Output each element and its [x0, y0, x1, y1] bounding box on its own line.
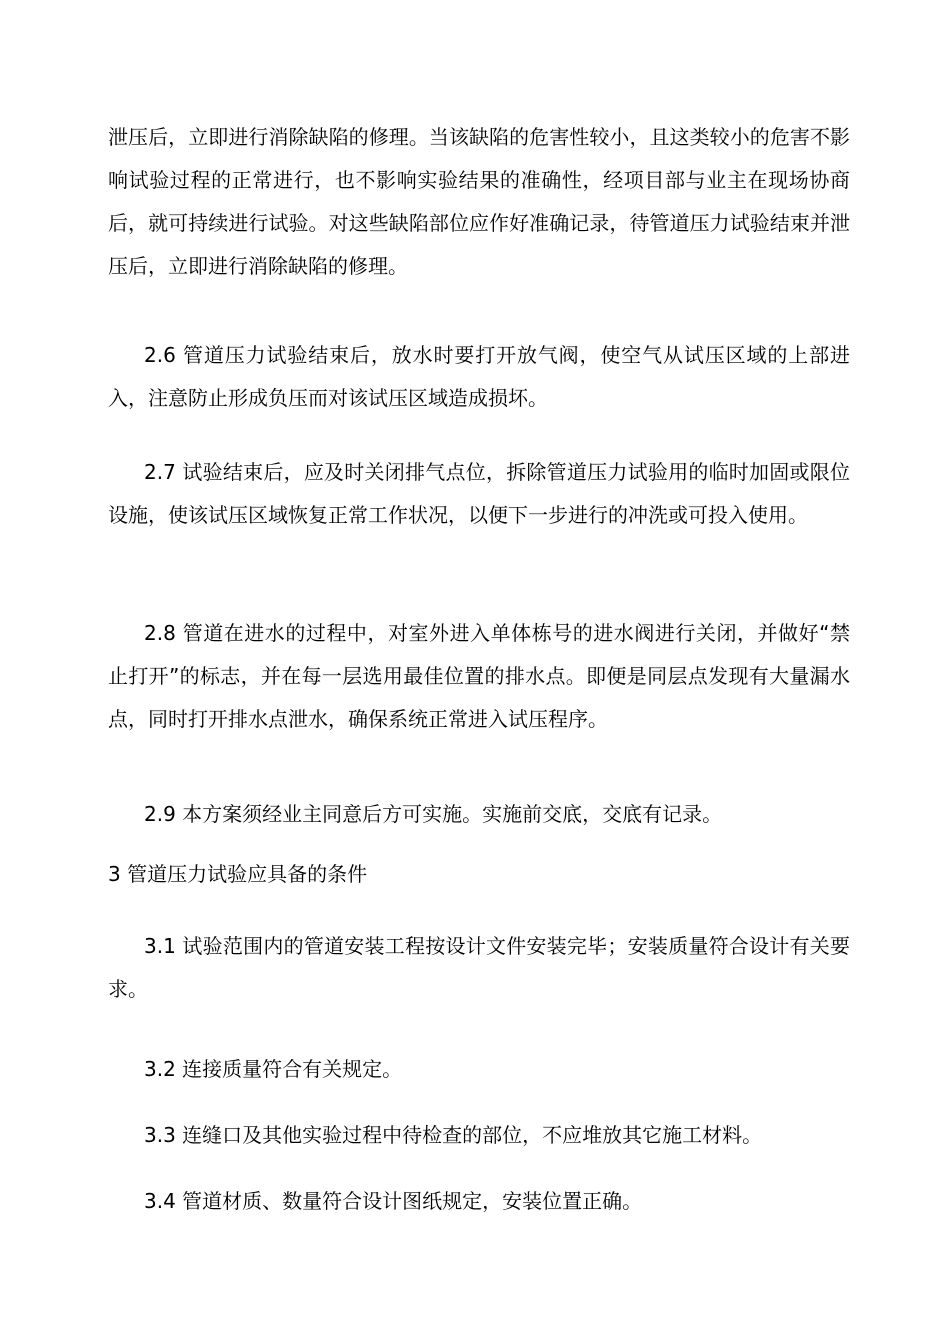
paragraph-2-6: 2.6 管道压力试验结束后，放水时要打开放气阀，使空气从试压区域的上部进入，注意防止形成负压而对该试压区域造成损坏。 [108, 343, 850, 410]
section-heading-3: 3 管道压力试验应具备的条件 [108, 862, 368, 886]
paragraph-continuation: 泄压后，立即进行消除缺陷的修理。当该缺陷的危害性较小，且这类较小的危害不影响试验过程的正常进行，也不影响实验结果的准确性，经项目部与业主在现场协商后，就可持续进行试验。对这些缺陷部位应作好准确记录，待管道压力试验结束并泄压后，立即进行消除缺陷的修理。 [108, 125, 850, 278]
paragraph-3-2: 3.2 连接质量符合有关规定。 [144, 1057, 403, 1081]
paragraph-2-9: 2.9 本方案须经业主同意后方可实施。实施前交底，交底有记录。 [144, 802, 723, 826]
paragraph-3-1: 3.1 试验范围内的管道安装工程按设计文件安装完毕；安装质量符合设计有关要求。 [108, 934, 850, 1001]
paragraph-2-7: 2.7 试验结束后，应及时关闭排气点位，拆除管道压力试验用的临时加固或限位设施，使该试压区域恢复正常工作状况，以便下一步进行的冲洗或可投入使用。 [108, 460, 850, 527]
paragraph-2-8: 2.8 管道在进水的过程中，对室外进入单体栋号的进水阀进行关闭，并做好“禁止打开”的标志，并在每一层选用最佳位置的排水点。即便是同层点发现有大量漏水点，同时打开排水点泄水，确保系统正常进入试压程序。 [108, 621, 850, 731]
paragraph-3-3: 3.3 连缝口及其他实验过程中待检查的部位，不应堆放其它施工材料。 [144, 1123, 763, 1147]
paragraph-3-4: 3.4 管道材质、数量符合设计图纸规定，安装位置正确。 [144, 1189, 643, 1213]
